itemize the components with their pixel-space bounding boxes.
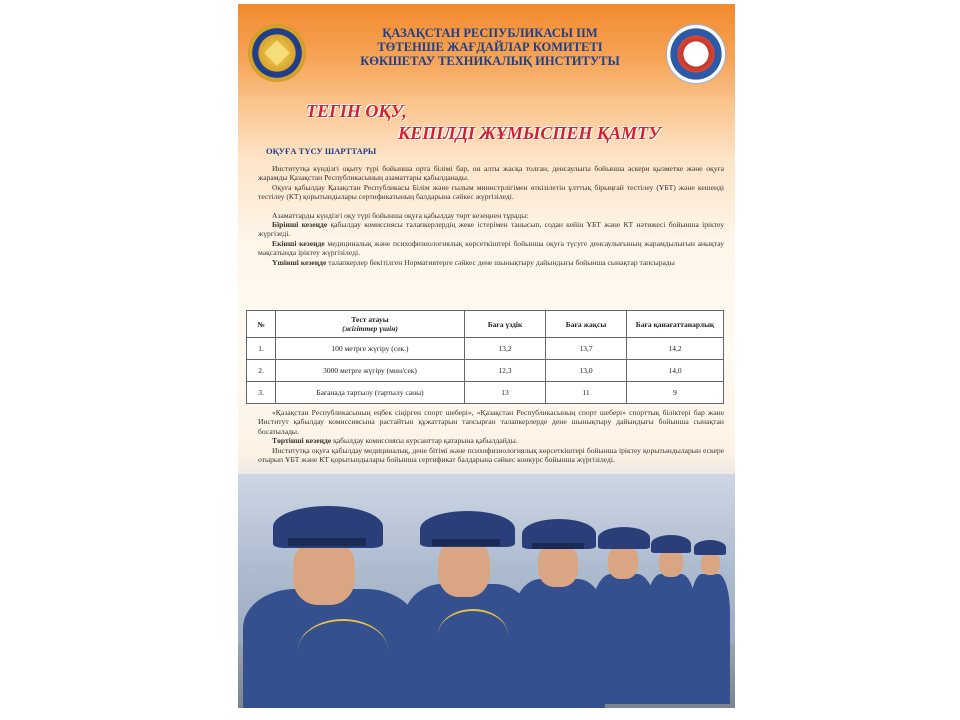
- col-header-good: Баға жақсы: [546, 311, 627, 338]
- section-title: ОҚУҒА ТҮСУ ШАРТТАРЫ: [266, 146, 377, 156]
- cell-good: 11: [546, 382, 627, 404]
- stage-label: Бірінші кезеңде: [272, 220, 328, 230]
- stage-text: қабылдау комиссиясы курсанттар қатарына қабылдайды.: [331, 436, 518, 446]
- institute-title-line: КӨКШЕТАУ ТЕХНИКАЛЫҚ ИНСТИТУТЫ: [360, 54, 620, 68]
- paragraph: [258, 220, 724, 239]
- cell-good: 13,7: [546, 338, 627, 360]
- table-header-row: [247, 311, 724, 338]
- fitness-standards-table: [246, 310, 724, 404]
- stage-label: Үшінші кезеңде: [272, 257, 327, 267]
- admission-text: [258, 164, 724, 267]
- paragraph: Азаматтарды күндізгі оқу түрі бойынша оқуға қабылдау төрт кезеңнен тұрады:: [272, 210, 529, 220]
- cell-test: Бағанада тартылу (тартылу саны): [276, 382, 465, 404]
- institute-title-line: ТӨТЕНШЕ ЖАҒДАЙЛАР КОМИТЕТІ: [377, 40, 603, 54]
- test-header-label: Тест атауы: [351, 315, 389, 324]
- poster-header: [238, 4, 735, 96]
- table-row: [247, 338, 724, 360]
- paragraph: Институтқа күндізгі оқыту түрі бойынша орта білімі бар, он алты жасқа толған, денсаулығы бойынша әскери қызметке және оқуға жарамды Қазақстан Республикасының азаматтары қабылданады.: [258, 164, 724, 183]
- admission-poster: [238, 4, 735, 708]
- stage-text: талапкерлер бекітілген Нормативтерге сәйкес дене шынықтыру дайындығы бойынша сынақтар тапсырады: [326, 257, 675, 267]
- cell-excellent: 13,2: [465, 338, 546, 360]
- paragraph: [258, 258, 724, 267]
- table-row: [247, 382, 724, 404]
- cell-num: 1.: [247, 338, 276, 360]
- stage-text: қабылдау комиссиясы талапкерлердің жеке істерімен танысып, содан кейін ҰБТ және КТ нәтижесі бойынша іріктеу жүргізеді.: [258, 220, 724, 239]
- stage-label: Екінші кезеңде: [272, 238, 325, 248]
- col-header-excellent: Баға үздік: [465, 311, 546, 338]
- cadets-photo: [238, 474, 735, 708]
- cell-good: 13,0: [546, 360, 627, 382]
- emergency-committee-emblem-icon: [666, 24, 726, 84]
- cadet-figure: [688, 536, 733, 708]
- paragraph: «Қазақстан Республикасының еңбек сіңірген спорт шебері», «Қазақстан Республикасының спорт шебері» спорттық біліктері бар және Институт қабылдау комиссиясына растайтын құжаттарын тапсырған талапкерлерде дене шынықтыру дайындығы бойынша сынақтан босатылады.: [258, 408, 724, 436]
- test-header-sub: (жігіттер үшін): [342, 324, 398, 333]
- cell-test: 100 метрге жүгіру (сек.): [276, 338, 465, 360]
- slogan: [306, 100, 661, 144]
- slogan-line-1: ТЕГІН ОҚУ,: [306, 101, 407, 121]
- cell-excellent: 12,3: [465, 360, 546, 382]
- after-table-text: [258, 408, 724, 464]
- cell-num: 2.: [247, 360, 276, 382]
- paragraph: Оқуға қабылдау Қазақстан Республикасы Білім және ғылым министрлігімен өткізілетін ұлттық бірыңғай тестілеу (ҰБТ) және кешенді тестілеу (КТ) қорытындылары сертификатының балдарына сәйкес жүргізіледі.: [258, 182, 724, 202]
- col-header-test: [276, 311, 465, 338]
- cell-excellent: 13: [465, 382, 546, 404]
- institute-title-line: ҚАЗАҚСТАН РЕСПУБЛИКАСЫ ІІМ: [382, 26, 598, 40]
- slogan-line-2: КЕПІЛДІ ЖҰМЫСПЕН ҚАМТУ: [398, 123, 661, 143]
- cell-num: 3.: [247, 382, 276, 404]
- cell-satisfactory: 9: [627, 382, 724, 404]
- stage-label: Төртінші кезеңде: [272, 436, 332, 446]
- stage-text: медициналық және психофизиологиялық көрсеткіштері бойынша оқуға түсуге денсаулығының жарамдылығын анықтау мақсатында іріктеу жүргізіледі.: [258, 238, 724, 258]
- cell-satisfactory: 14,2: [627, 338, 724, 360]
- col-header-satisfactory: Баға қанағаттанарлық: [627, 311, 724, 338]
- col-header-num: №: [247, 311, 276, 338]
- paragraph: [258, 239, 724, 258]
- paragraph: [258, 436, 724, 445]
- paragraph: Институтқа оқуға қабылдау медициналық, дене бітімі және психофизиологиялық көрсеткіштері бойынша іріктеу қорытындыларын ескере отырып ҰБТ және КТ қорытындылары бойынша сертификат балдарына сәйкес конкурс бойынша жүргізіледі.: [258, 445, 724, 465]
- institute-title: [320, 26, 660, 68]
- table-row: [247, 360, 724, 382]
- cell-satisfactory: 14,0: [627, 360, 724, 382]
- police-emblem-icon: [248, 24, 306, 82]
- cell-test: 3000 метрге жүгіру (мин/сек): [276, 360, 465, 382]
